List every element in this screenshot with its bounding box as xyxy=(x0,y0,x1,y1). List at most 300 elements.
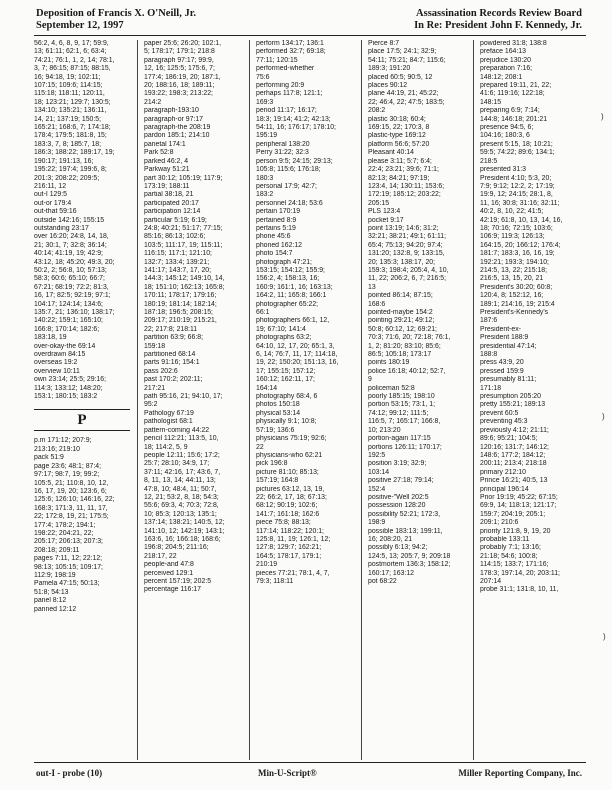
index-grid xyxy=(34,40,590,760)
index-line: Pamela 47:15; 50:13; xyxy=(34,580,100,588)
index-line: pertain 170:19 xyxy=(256,208,301,216)
margin-mark-icon: ) xyxy=(602,412,605,421)
index-line: 98:13; 105:15; 109:17; xyxy=(34,563,103,571)
index-line: pertained 8:9 xyxy=(256,216,297,224)
index-line: postmortem 136:3; 158:12; xyxy=(368,561,451,569)
index-line: 22; 172:8, 19, 21; 175:5; xyxy=(34,513,109,521)
index-line: 22; 46:4, 22; 47:5; 183:5; xyxy=(368,98,445,106)
index-line: 183:18, 19 xyxy=(34,334,67,342)
index-line: 214:2 xyxy=(144,98,162,106)
index-line: people-and 47:8 xyxy=(144,561,194,569)
index-line: 95:2 xyxy=(144,401,158,409)
index-line: platform 56:6; 57:20 xyxy=(368,140,430,148)
index-line: 89:6; 95:21; 104:5; xyxy=(480,435,538,443)
index-line: 120:16; 131:7; 146:12; xyxy=(480,443,549,451)
index-line: plastic-type 169:12 xyxy=(368,132,426,140)
index-line: 180:3 xyxy=(256,174,274,182)
index-line: 213:16; 219:10 xyxy=(34,445,80,453)
index-line: 171:18 xyxy=(480,384,502,392)
index-line: pocket 9:17 xyxy=(368,216,404,224)
index-line: peripheral 138:20 xyxy=(256,140,310,148)
index-line: poorly 185:15; 198:10 xyxy=(368,393,435,401)
index-line: picture 81:10; 85:13; xyxy=(256,468,319,476)
index-line: 195:22; 197:4; 199:6, 8; xyxy=(34,166,107,174)
index-line: out-I 129:5 xyxy=(34,191,67,199)
index-line: 43:12, 18; 45:20; 49:3, 20; xyxy=(34,258,115,266)
index-line: pieces 77:21; 78:1, 4, 7, xyxy=(256,569,330,577)
index-line: partitioned 68:14 xyxy=(144,351,196,359)
index-line: photographers 66:1, 12, xyxy=(256,317,330,325)
index-line: points 180:19 xyxy=(368,359,410,367)
index-line: Pleasant 40:14 xyxy=(368,149,414,157)
index-line: 68:12; 90:19; 102:6; xyxy=(256,502,318,510)
index-line: 157:19; 164:8 xyxy=(256,477,299,485)
index-line: 164:14 xyxy=(256,384,278,392)
index-line: 20; 135:3; 138:17, 20; xyxy=(368,258,436,266)
section-letter: P xyxy=(34,409,130,431)
index-line: position 3:19; 32:9; xyxy=(368,460,427,468)
index-line: 19, 22; 150:20; 151:13, 16, xyxy=(256,359,339,367)
index-line: please 3:11; 5:7; 6:4; xyxy=(368,157,432,165)
index-line: Prior 19:19; 45:22; 67:15; xyxy=(480,493,558,501)
index-line: 106:9; 119:3; 126:13; xyxy=(480,233,545,241)
index-line: 164:5; 178:17, 179:1; xyxy=(256,552,322,560)
index-line: 18; 123:21; 129:7; 130:5; xyxy=(34,98,111,106)
index-line: 79:3; 118:11 xyxy=(256,578,294,585)
index-line: portion 53:15; 73:1, 1; xyxy=(368,401,436,409)
index-line: 207:14 xyxy=(480,578,502,585)
index-line: participation 12:14 xyxy=(144,208,201,216)
index-line: 5; 178:17; 179:1; 218:8 xyxy=(144,48,215,56)
index-line: PLS 123:4 xyxy=(368,208,401,216)
index-line: plastic 30:18; 60:4; xyxy=(368,115,426,123)
index-line: 181:7; 183:3, 16, 16, 19; xyxy=(480,250,555,258)
index-line: 64:10, 12, 17, 20; 65:1, 3, xyxy=(256,342,335,350)
index-column-3 xyxy=(249,40,360,760)
index-line: 218:17, 22 xyxy=(144,552,177,560)
index-line: past 170:2; 202:11; xyxy=(144,376,203,384)
index-line: President's-Kennedy's xyxy=(480,309,549,316)
index-line: p.m 171:12; 207:9; xyxy=(34,437,92,445)
index-line: 114:15; 133:7; 171:16; xyxy=(480,561,549,569)
index-line: path 95:16, 21; 94:10, 17; xyxy=(144,393,223,401)
index-line: 134:10; 135:21; 136:11, xyxy=(34,107,107,115)
index-line: paragraph-or 97:17 xyxy=(144,115,203,123)
index-line: 124:5, 13; 205:7, 9; 209:18 xyxy=(368,552,451,560)
index-line: perceived 129:1 xyxy=(144,569,194,577)
index-line: 127:8; 129:7; 162:21; xyxy=(256,544,322,552)
index-line: 66:1 xyxy=(256,309,270,316)
index-line: policeman 52:8 xyxy=(368,384,415,392)
index-line: President's 30:20; 60:8; xyxy=(480,283,553,291)
index-line: pass 202:6 xyxy=(144,367,178,375)
index-line: plane 44:19, 21; 45:22; xyxy=(368,90,439,98)
index-line: 172:19; 185:12; 203:22; xyxy=(368,191,441,199)
index-line: 105:8; 115:6; 176:18; xyxy=(256,166,321,174)
index-line: 21; 30:1, 7; 32:8; 36:14; xyxy=(34,241,107,249)
index-line: 123:4, 14; 130:11; 153:6; xyxy=(368,182,445,190)
index-column-4 xyxy=(361,40,472,760)
index-line: Pierce 8:7 xyxy=(368,40,400,47)
index-line: 69:9, 14; 118:13; 121:17; xyxy=(480,502,557,510)
footer-page-range: out-I - probe (10) xyxy=(36,768,103,778)
index-line: photograph 47:21; xyxy=(256,258,312,266)
index-line: possibility 52:21; 172:3, xyxy=(368,510,441,518)
index-line: police 16:18; 40:12; 52:7, xyxy=(368,367,446,375)
index-line: press 43:9, 20 xyxy=(480,359,524,367)
index-line: 55:6; 69:3, 4; 70:3; 72:8, xyxy=(144,502,219,510)
index-line: pick 196:8 xyxy=(256,460,288,468)
index-line: 3, 7; 86:15; 87:15; 88:15, xyxy=(34,65,111,73)
index-line: period 11:17; 16:17; xyxy=(256,107,317,115)
index-line: 22:4; 23:21; 39:6; 71:1; xyxy=(368,166,439,174)
index-line: 85:16; 86:13; 102:6; xyxy=(144,233,206,241)
index-line: President-ex- xyxy=(480,325,521,333)
index-line: 116:15; 117:1; 121:10; xyxy=(144,250,212,258)
footer-company: Miller Reporting Company, Inc. xyxy=(458,768,582,778)
index-line: 190:17; 191:13, 16; xyxy=(34,157,94,165)
index-line: physical 53:14 xyxy=(256,409,301,417)
index-line: 74:21; 76:1, 1, 2, 14; 78:1, xyxy=(34,56,115,64)
index-line: 42:19; 61:8, 10, 13, 14, 16, xyxy=(480,216,563,224)
index-line: preface 164:13 xyxy=(480,48,526,56)
index-line: 198:22; 204:21, 22; xyxy=(34,529,94,537)
index-line: 137:14; 138:21; 140:5, 12; xyxy=(144,519,225,527)
index-line: people 12:11; 15:6; 17:2; xyxy=(144,451,220,459)
index-line: 189:1; 214:16, 19; 215:4 xyxy=(480,300,555,308)
index-line: 56:2, 4, 6, 8, 9, 17; 59:9, xyxy=(34,40,109,47)
index-line: 125:6; 126:10; 146:16, 22; xyxy=(34,496,115,504)
index-line: prevent 60:5 xyxy=(480,409,519,417)
index-line: overview 10:11 xyxy=(34,367,80,375)
index-line: 9 xyxy=(368,376,372,384)
index-line: 50:2, 2; 56:8, 10; 57:13; xyxy=(34,266,107,274)
index-line: 32:21; 38:21; 49:1; 61:11; xyxy=(368,233,447,241)
index-line: prejudice 130:20 xyxy=(480,56,531,64)
index-line: 77:11; 120:15 xyxy=(256,56,298,64)
index-line: 208:2 xyxy=(368,107,386,115)
index-line: positive-"Well 202:5 xyxy=(368,493,429,501)
index-line: paragraph 97:17; 99:9, xyxy=(144,56,214,64)
index-line: physicians 75:19; 92:6; xyxy=(256,435,327,443)
index-line: 164:15, 20; 166:12; 176:4; xyxy=(480,241,561,249)
index-line: 214:5, 13, 22; 215:18; xyxy=(480,266,548,274)
index-line: 18; 151:10; 162:13; 165:8; xyxy=(144,283,225,291)
index-line: presumption 205:20 xyxy=(480,393,541,401)
index-line: Pathology 67:19 xyxy=(144,409,194,417)
index-line: 25:7; 28:10; 34:9, 17; xyxy=(144,460,210,468)
index-line: 50:8; 60:12, 12; 69:21; xyxy=(368,325,437,333)
index-line: presented 31:3 xyxy=(480,166,526,174)
index-line: 16; 208:20, 21 xyxy=(368,535,413,543)
index-line: 58:3; 60:6; 65:10; 66:7; xyxy=(34,275,105,283)
index-line: 180:19; 181:14; 182:14; xyxy=(144,300,217,308)
index-line: 18; 114:2, 5, 9 xyxy=(144,443,188,451)
index-line: out-that 59:16 xyxy=(34,208,77,216)
index-line: 159:18 xyxy=(144,342,166,350)
margin-mark-icon: ) xyxy=(601,112,604,121)
index-line: 65:4; 75:13; 94:20; 97:4; xyxy=(368,241,443,249)
index-line: 18; 70:16; 72:15; 103:6; xyxy=(480,224,553,232)
margin-mark-icon: ) xyxy=(603,632,606,641)
index-line: panned 12:12 xyxy=(34,605,77,613)
index-line: 216:5, 13, 15, 20, 21 xyxy=(480,275,544,283)
index-line: 70:3; 71:6, 20; 72:18; 76:1, xyxy=(368,334,451,342)
index-line: photographs 63:2; xyxy=(256,334,312,342)
index-line: 189:3; 191:20 xyxy=(368,65,411,73)
index-line: 166:8; 170:14; 182:6; xyxy=(34,325,100,333)
index-line: 67:21; 68:19; 72:2; 81:3, xyxy=(34,283,109,291)
index-line: 153:15; 154:12; 155:9; xyxy=(256,266,325,274)
index-line: 10; 213:20 xyxy=(368,426,401,434)
index-line: Parkway 51:21 xyxy=(144,166,190,174)
index-line: placed 60:5; 90:5, 12 xyxy=(368,73,433,81)
index-line: 6, 14; 76:7, 11, 17; 114:18, xyxy=(256,351,338,359)
index-line: 37:11; 42:16, 17; 43:6, 7, xyxy=(144,468,221,476)
index-line: 103:5; 111:17, 19; 115:11; xyxy=(144,241,223,249)
index-line: pictures 63:12, 13, 19, xyxy=(256,485,325,493)
index-line: outside 142:16; 155:15 xyxy=(34,216,105,224)
index-line: present 5:15, 18; 10:21; xyxy=(480,140,553,148)
index-line: 135:7, 21; 136:10; 138:17; xyxy=(34,309,115,316)
index-line: 40:2, 8, 10, 22; 41:5; xyxy=(480,208,544,216)
index-line: 177:4; 186:19, 20; 187:1, xyxy=(144,73,221,81)
index-line: overseas 19:2 xyxy=(34,359,78,367)
index-line: 8, 11, 13, 14; 44:11, 13; xyxy=(144,477,216,485)
index-line: 40:14; 41:19, 19; 42:9; xyxy=(34,250,103,258)
index-line: pretty 155:21; 189:13 xyxy=(480,401,546,409)
index-line: preparing 6:9; 7:14; xyxy=(480,107,540,115)
index-line: 208:18; 209:11 xyxy=(34,546,80,554)
index-line: 24:8; 40:21; 51:17; 77:15; xyxy=(144,224,223,232)
index-line: paper 25:6; 26:20; 102:1, xyxy=(144,40,222,47)
index-line: 75:6 xyxy=(256,73,270,81)
index-line: 114:3; 133:12; 148:20; xyxy=(34,384,103,392)
index-line: part 30:12; 105:19; 117:9; xyxy=(144,174,223,182)
index-line: 209:1; 210:6 xyxy=(480,519,519,527)
index-line: 41:6; 119:16; 122:18; xyxy=(480,90,545,98)
index-line: presence 94:5, 6; xyxy=(480,124,534,132)
index-line: probably 7:1; 13:16; xyxy=(480,544,541,552)
index-line: outstanding 23:17 xyxy=(34,224,89,232)
index-line: 22 xyxy=(256,443,264,451)
index-line: 183:3, 7, 8; 185:7, 18; xyxy=(34,140,102,148)
index-line: 148:12; 208:1 xyxy=(480,73,523,81)
index-line: 1, 2; 81:20; 83:10; 85:6; xyxy=(368,342,441,350)
index-line: portions 126:11; 170:17; xyxy=(368,443,442,451)
index-line: 193:22; 198:3; 213:22; xyxy=(144,90,213,98)
index-line: 201:3; 208:22; 209:5; xyxy=(34,174,100,182)
index-line: point 13:19; 14:6; 31:2; xyxy=(368,224,439,232)
index-line: page 23:6; 48:1; 87:4; xyxy=(34,462,102,470)
index-line: percent 157:19; 202:5 xyxy=(144,578,212,585)
index-line: 164:2, 11; 165:8; 166:1 xyxy=(256,292,327,300)
index-line: 178:3; 197:14, 20; 203:11; xyxy=(480,569,560,577)
index-line: 177:4; 178:2; 194:1; xyxy=(34,521,96,529)
index-column-2 xyxy=(137,40,248,760)
index-line: 210:19 xyxy=(256,561,278,569)
index-line: places 90:12 xyxy=(368,82,408,90)
index-line: 17; 155:15; 157:12; xyxy=(256,367,316,375)
index-line: parietal 174:1 xyxy=(144,140,186,148)
index-line: 47:8, 10; 48:4, 11; 50:7, xyxy=(144,485,217,493)
index-line: 187:18; 196:5; 208:15; xyxy=(144,309,213,316)
index-line: 173:19; 188:11 xyxy=(144,182,190,190)
index-line: 19; 67:10; 141:4 xyxy=(256,325,306,333)
index-line: 148:6; 177:2; 184:12; xyxy=(480,451,546,459)
index-line: pertains 5:19 xyxy=(256,224,296,232)
index-line: 169:15, 22; 170:3, 8 xyxy=(368,124,430,132)
index-line: powdered 31:8; 138:8 xyxy=(480,40,547,47)
index-line: partial 38:18, 21 xyxy=(144,191,194,199)
index-line: 152:4 xyxy=(368,485,386,493)
index-line: panel 8:12 xyxy=(34,597,67,605)
index-line: paragraph-the 208:19 xyxy=(144,124,211,132)
deposition-title: Deposition of Francis X. O'Neill, Jr. xyxy=(36,8,197,19)
index-line: 7:9; 9:12; 12:2, 2; 17:19; xyxy=(480,182,555,190)
index-line: 205:15 xyxy=(368,199,390,207)
index-line: performed-whether xyxy=(256,65,315,73)
index-line: 59:5; 74:22; 89:6; 134:1; xyxy=(480,149,555,157)
index-line: 11, 22; 206:2, 6, 7; 216:5; xyxy=(368,275,447,283)
index-line: photographer 65:22; xyxy=(256,300,319,308)
index-line: 217:21 xyxy=(144,384,166,392)
index-line: 54:11; 75:21; 84:7; 115:6; xyxy=(368,56,446,64)
index-line: 148:15 xyxy=(480,98,502,106)
index-line: 131:20; 132:8, 9; 133:15, xyxy=(368,250,445,258)
index-line: 10; 85:3; 120:13; 135:1; xyxy=(144,510,217,518)
index-line: percentage 116:17 xyxy=(144,586,201,594)
index-line: particular 5:19; 6:19; xyxy=(144,216,207,224)
index-line: President 4:10; 5:3, 20; xyxy=(480,174,552,182)
index-line: possibly 6:13; 94:2; xyxy=(368,544,428,552)
index-line: 144:3; 145:12; 149:10, 14, xyxy=(144,275,225,283)
index-line: out-or 179:4 xyxy=(34,199,72,207)
index-line: pointed-maybe 154:2 xyxy=(368,309,433,316)
index-line: pointing 29:21; 49:12; xyxy=(368,317,435,325)
index-line: 168:3; 171:3, 11, 11, 17, xyxy=(34,504,108,512)
index-line: pardon 185:1; 214:10 xyxy=(144,132,210,140)
deposition-date: September 12, 1997 xyxy=(36,20,124,31)
header-rule xyxy=(34,35,586,36)
index-line: 51:8; 54:13 xyxy=(34,588,69,596)
index-line: 200:11; 213:4; 218:18 xyxy=(480,460,547,468)
index-line: performed 32:7; 69:18; xyxy=(256,48,326,56)
index-line: prepared 19:11, 21, 22; xyxy=(480,82,552,90)
index-line: 165:21; 168:6, 7; 174:18; xyxy=(34,124,111,132)
index-line: presidential 47:14; xyxy=(480,342,537,350)
index-line: pages 7:11, 12; 22:12; xyxy=(34,555,103,563)
index-line: 104:16; 180:3, 6 xyxy=(480,132,530,140)
index-line: 57:19; 136:6 xyxy=(256,426,295,434)
index-line: 169:3 xyxy=(256,98,274,106)
index-line: 120:4, 8; 152:12, 16; xyxy=(480,292,544,300)
index-line: 183:2 xyxy=(256,191,274,199)
index-line: Perry 31:22; 32:3 xyxy=(256,149,309,157)
index-line: 153:1; 180:15; 183:2 xyxy=(34,393,98,401)
index-line: perhaps 117:8; 121:1; xyxy=(256,90,323,98)
index-line: photo 154:7 xyxy=(256,250,293,258)
index-line: 19:9, 12; 24:15; 28:1, 8, xyxy=(480,191,553,199)
index-line: probable 133:11 xyxy=(480,535,530,543)
index-line: portion-again 117:15 xyxy=(368,435,431,443)
index-line: 160:9; 161:1, 16; 163:13; xyxy=(256,283,333,291)
index-line: 97:17; 98:7, 19; 99:2; xyxy=(34,471,100,479)
index-line: 159:3; 198:4; 205:4, 4, 10, xyxy=(368,266,449,274)
index-line: 141:7; 161:18; 162:6 xyxy=(256,510,320,518)
index-line: performing 20:9 xyxy=(256,82,305,90)
index-line: phoned 162:12 xyxy=(256,241,302,249)
index-line: 74:12; 99:12; 111:5; xyxy=(368,409,429,417)
index-line: 192:21; 193:3; 194:10; xyxy=(480,258,549,266)
board-name: Assassination Records Review Board xyxy=(416,8,582,19)
case-title: In Re: President John F. Kennedy, Jr. xyxy=(414,20,582,31)
index-line: 54:11, 16; 176:17; 178:10; xyxy=(256,124,336,132)
index-line: 159:7; 204:19; 205:1; xyxy=(480,510,546,518)
index-line: priority 121:8, 9, 19, 20 xyxy=(480,527,551,535)
index-line: 103:14 xyxy=(368,468,390,476)
index-line: 198:9 xyxy=(368,519,386,527)
index-line: phone 45:6 xyxy=(256,233,291,241)
index-line: 12, 21; 53:2, 8, 18; 54:3; xyxy=(144,493,219,501)
index-line: 195:19 xyxy=(256,132,278,140)
index-line: 170:11; 178:17; 179:16; xyxy=(144,292,217,300)
index-line: 186:3; 188:22; 189:17, 19; xyxy=(34,149,115,157)
index-line: 163:6, 16; 166:18; 168:6; xyxy=(144,535,221,543)
index-line: person 9:5; 24:15; 29:13; xyxy=(256,157,333,165)
index-line: primary 212:10 xyxy=(480,468,526,476)
index-line: 82:13; 84:21; 97:19; xyxy=(368,174,430,182)
index-line: own 23:14; 25:5; 29:16; xyxy=(34,376,107,384)
index-line: personal 17:9; 42:7; xyxy=(256,182,317,190)
index-line: 196:8; 204:5; 211:16; xyxy=(144,544,209,552)
index-line: possible 183:13; 199:11, xyxy=(368,527,443,535)
index-line: probe 31:1; 131:8, 10, 11, xyxy=(480,586,559,594)
index-line: 104:17; 124:14; 134:6; xyxy=(34,300,103,308)
index-line: 112:9; 198:19 xyxy=(34,571,76,579)
index-line: 16; 94:18, 19; 102:11; xyxy=(34,73,101,81)
index-line: 18:3; 19:14; 41:2; 42:13; xyxy=(256,115,331,123)
index-line: 188:8 xyxy=(480,351,498,359)
index-line: 178:4; 179:5; 181:8, 15; xyxy=(34,132,107,140)
index-line: piece 75:8; 88:13; xyxy=(256,519,311,527)
index-line: 16, 17, 19, 20; 123:6, 6; xyxy=(34,487,107,495)
index-line: 216:11, 12 xyxy=(34,182,67,190)
index-line: preventing 45:3 xyxy=(480,418,528,426)
index-line: 21:18; 54:6; 100:8; xyxy=(480,552,538,560)
index-line: 205:17; 206:13; 207:3; xyxy=(34,538,103,546)
index-line: 132:7; 133:4; 139:21; xyxy=(144,258,210,266)
index-line: physically 9:1; 10:8; xyxy=(256,418,317,426)
header-left xyxy=(36,8,196,32)
index-line: 218:5 xyxy=(480,157,498,165)
index-line: 115:18; 118:11; 120:11, xyxy=(34,90,105,98)
index-line: 140:22; 159:1; 165:10; xyxy=(34,317,103,325)
index-line: 20; 188:16, 18; 189:11; xyxy=(144,82,215,90)
index-line: preparation 7:16; xyxy=(480,65,533,73)
index-line: 105:5, 21; 110:8, 10, 12, xyxy=(34,479,109,487)
index-line: 117:14; 118:22; 120:1; xyxy=(256,527,324,535)
index-line: personnel 24:18; 53:6 xyxy=(256,199,323,207)
index-line: previously 4:12; 21:11; xyxy=(480,426,549,434)
index-line: pressed 159:9 xyxy=(480,367,524,375)
index-line: 187:6 xyxy=(480,317,498,325)
index-line: photography 68:4, 6 xyxy=(256,393,318,401)
index-line: 144:8; 146:18; 201:21 xyxy=(480,115,548,123)
index-line: 12, 16; 125:5; 175:6, 7; xyxy=(144,65,215,73)
index-line: pointed 86:14; 87:15; xyxy=(368,292,433,300)
index-line: pathologist 68:1 xyxy=(144,418,193,426)
